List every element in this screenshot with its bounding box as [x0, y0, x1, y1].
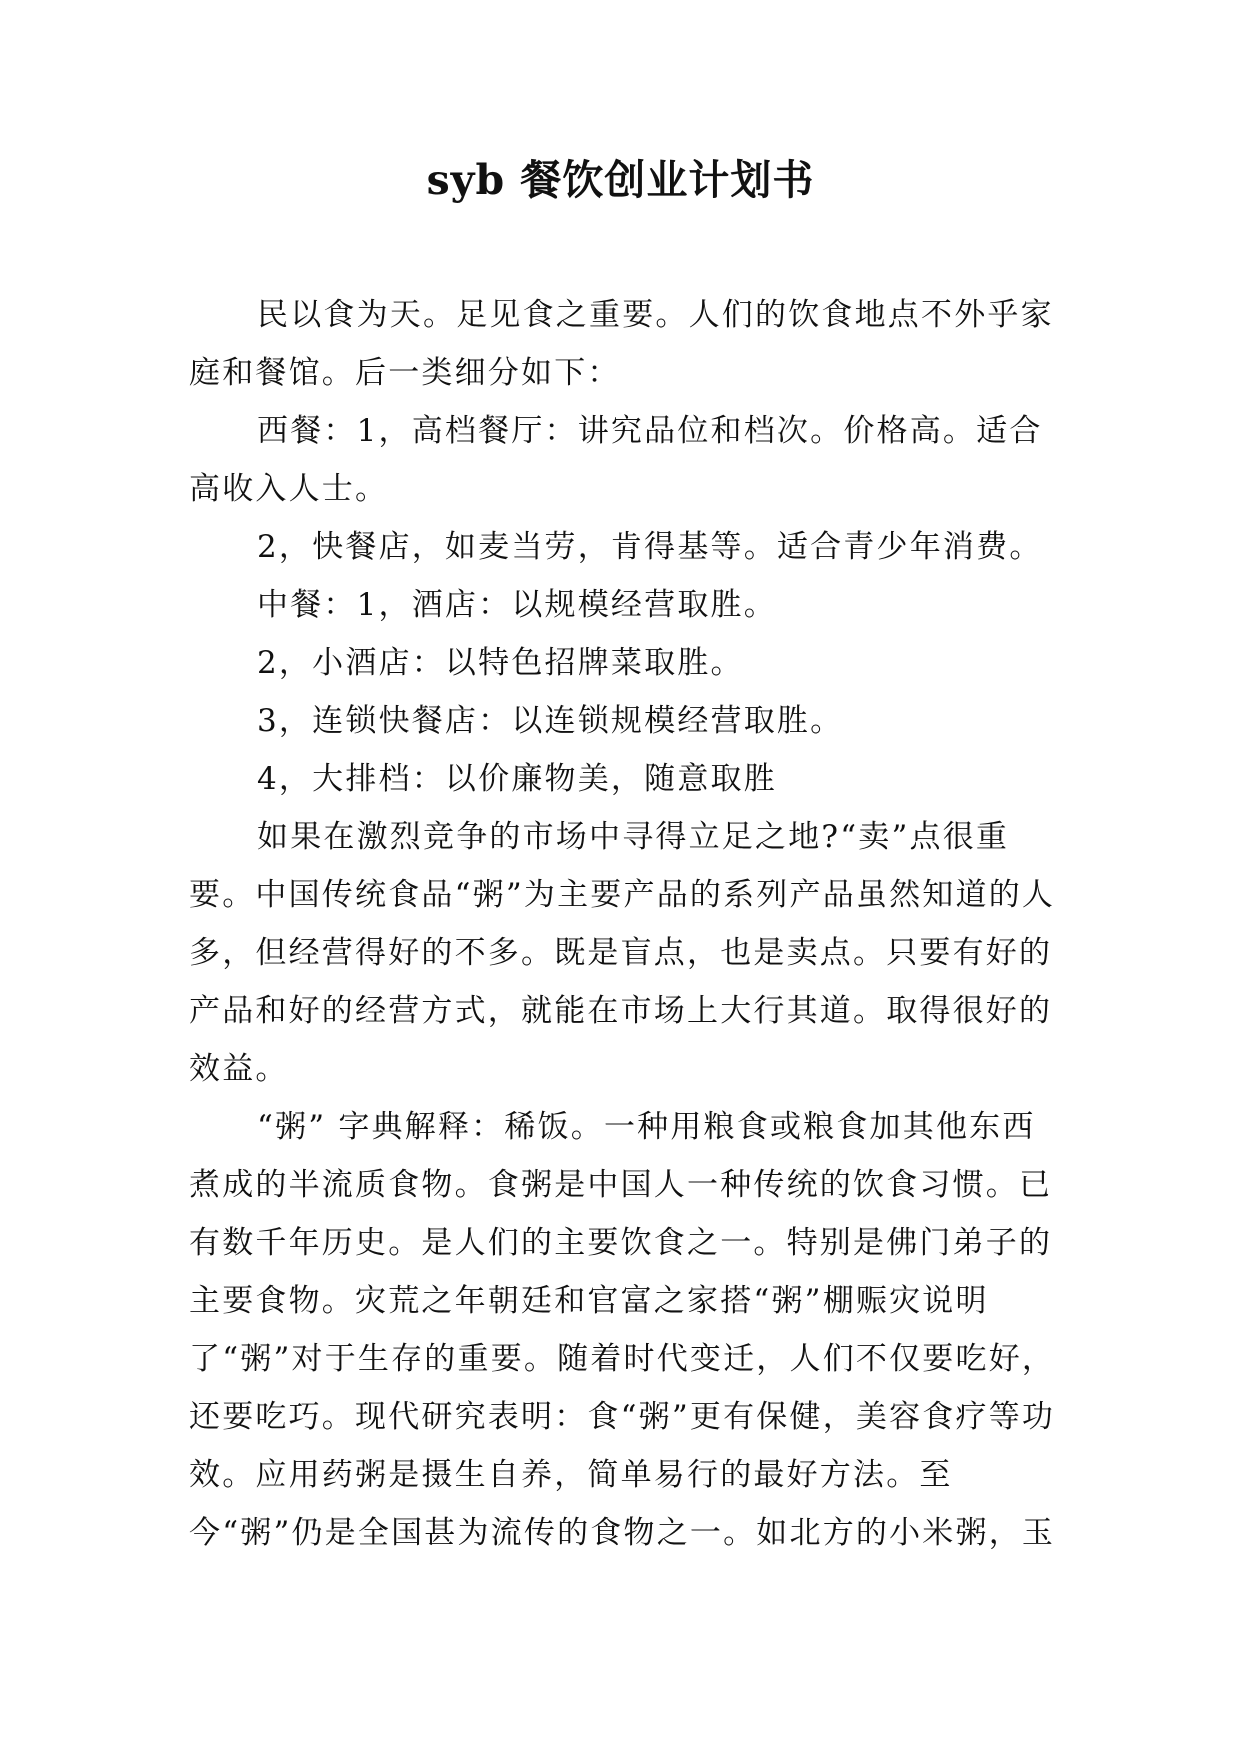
paragraph-western-2: 2，快餐店，如麦当劳，肯得基等。适合青少年消费。 — [257, 529, 1043, 565]
paragraph-chinese-2: 2，小酒店：以特色招牌菜取胜。 — [257, 645, 744, 681]
paragraph-western-1: 西餐：1，高档餐厅：讲究品位和档次。价格高。适合高收入人士。 — [189, 413, 1043, 507]
paragraph-intro: 民以食为天。足见食之重要。人们的饮食地点不外乎家庭和餐馆。后一类细分如下： — [189, 297, 1054, 391]
paragraph-porridge: “粥” 字典解释：稀饭。一种用粮食或粮食加其他东西煮成的半流质食物。食粥是中国人一种传统的饮食习惯。已有数千年历史。是人们的主要饮食之一。特别是佛门弟子的主要食物。灾荒之年朝廷和官富之家搭“粥”棚赈灾说明了“粥”对于生存的重要。随着时代变迁，人们不仅要吃好，还要吃巧。现代研究表明：食“粥”更有保健，美容食疗等功效。应用药粥是摄生自养，简单易行的最好方法。至今“粥”仍是全国甚为流传的食物之一。如北方的小米粥，玉 — [189, 1109, 1056, 1551]
document-body — [189, 286, 1059, 1562]
document-title: syb 餐饮创业计划书 — [426, 156, 815, 204]
paragraph-selling-point: 如果在激烈竞争的市场中寻得立足之地?“卖”点很重要。中国传统食品“粥”为主要产品的系列产品虽然知道的人多，但经营得好的不多。既是盲点，也是卖点。只要有好的产品和好的经营方式，就能在市场上大行其道。取得很好的效益。 — [189, 819, 1056, 1087]
paragraph-chinese-3: 3，连锁快餐店：以连锁规模经营取胜。 — [257, 703, 844, 739]
paragraph-chinese-4: 4，大排档：以价廉物美，随意取胜 — [257, 761, 777, 797]
paragraph-chinese-1: 中餐：1，酒店：以规模经营取胜。 — [257, 587, 777, 623]
